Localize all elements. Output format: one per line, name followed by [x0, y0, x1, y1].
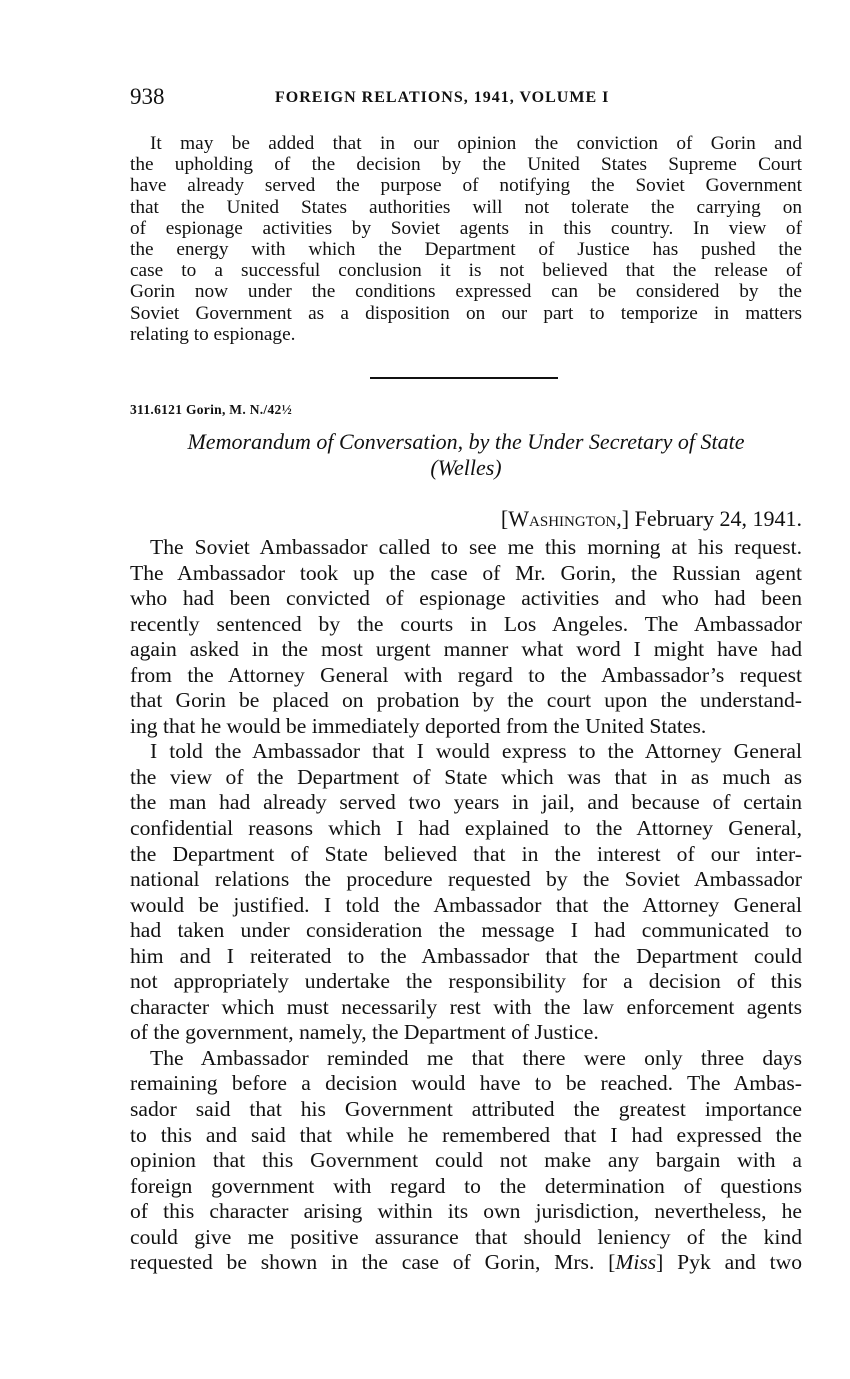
running-header [130, 84, 810, 114]
section-divider [370, 377, 558, 379]
text-line: recently sentenced by the courts in Los Angeles. The Ambassador [130, 611, 802, 636]
text-line: confidential reasons which I had explained to the Attorney General, [130, 816, 802, 841]
editorial-insertion: Miss [615, 1250, 657, 1275]
text-line: that the United States authorities will not tolerate the carrying on [130, 196, 802, 218]
memorandum-title [130, 429, 802, 481]
text-line: Soviet Government as a disposition on our part to temporize in matters [130, 302, 802, 324]
memorandum-author: (Welles) [430, 455, 502, 480]
text-line: It may be added that in our opinion the conviction of Gorin and [150, 133, 802, 154]
text-line: that Gorin be placed on probation by the court upon the understand- [130, 688, 802, 713]
text-line: not appropriately undertake the responsibility for a decision of this [130, 969, 802, 994]
memorandum-body [130, 535, 802, 1276]
file-reference [130, 402, 292, 418]
text-line: opinion that this Government could not make any bargain with a [130, 1148, 802, 1173]
text-line: ing that he would be immediately deported from the United States. [130, 713, 707, 738]
text-line: the man had already served two years in jail, and because of certain [130, 790, 802, 815]
text-line: relating to espionage. [130, 323, 296, 345]
text-line: sador said that his Government attributed the greatest importance [130, 1097, 802, 1122]
text-line: the upholding of the decision by the United States Supreme Court [130, 154, 802, 176]
text-line: who had been convicted of espionage activities and who had been [130, 586, 802, 611]
text-line: have already served the purpose of notifying the Soviet Government [130, 175, 802, 197]
text-line: the energy with which the Department of Justice has pushed the [130, 239, 802, 261]
text-line: foreign government with regard to the determination of questions [130, 1173, 802, 1198]
text-line: again asked in the most urgent manner what word I might have had [130, 637, 802, 662]
text-line [130, 1250, 802, 1276]
file-reference-number: 311.6121 Gorin, M. N./42 [130, 402, 282, 417]
text-line: The Ambassador took up the case of Mr. Gorin, the Russian agent [130, 560, 802, 585]
text-line: The Soviet Ambassador called to see me this morning at his request. [150, 535, 802, 559]
text-line: The Ambassador reminded me that there were only three days [150, 1045, 802, 1070]
text-line: from the Attorney General with regard to the Ambassador’s request [130, 662, 802, 687]
text-line: case to a successful conclusion it is not believed that the release of [130, 260, 802, 282]
text-line: had taken under consideration the message I had communicated to [130, 918, 802, 943]
text-line: the Department of State believed that in the interest of our inter- [130, 841, 802, 866]
memorandum-title-line: Memorandum of Conversation, by the Under Secretary of State [187, 429, 745, 454]
text-line: could give me positive assurance that should leniency of the kind [130, 1224, 802, 1249]
text-line: Gorin now under the conditions expressed can be considered by the [130, 281, 802, 303]
text-line: of this character arising within its own jurisdiction, nevertheless, he [130, 1199, 802, 1224]
continuation-paragraph [130, 133, 802, 345]
text-line: the view of the Department of State which was that in as much as [130, 764, 802, 789]
text-line: remaining before a decision would have to be reached. The Ambas- [130, 1071, 802, 1096]
text-line: national relations the procedure requested by the Soviet Ambassador [130, 867, 802, 892]
text-line: I told the Ambassador that I would express to the Attorney General [150, 739, 802, 764]
running-title: FOREIGN RELATIONS, 1941, VOLUME I [275, 89, 610, 106]
text-fragment: ] Pyk and two [656, 1250, 802, 1275]
dateline-place: [Washington,] [500, 506, 630, 531]
text-line: him and I reiterated to the Ambassador that the Department could [130, 943, 802, 968]
file-reference-fraction: ½ [281, 402, 293, 417]
text-line: of espionage activities by Soviet agents in this country. In view of [130, 217, 802, 239]
text-line: character which must necessarily rest with the law enforcement agents [130, 994, 802, 1019]
text-fragment: requested be shown in the case of Gorin, Mrs. [ [130, 1250, 616, 1275]
dateline-date: February 24, 1941. [634, 506, 802, 531]
page-number: 938 [130, 84, 165, 109]
text-line: to this and said that while he remembered that I had expressed the [130, 1122, 802, 1147]
text-line: would be justified. I told the Ambassador that the Attorney General [130, 892, 802, 917]
text-line: of the government, namely, the Department of Justice. [130, 1020, 599, 1045]
dateline [130, 506, 802, 532]
